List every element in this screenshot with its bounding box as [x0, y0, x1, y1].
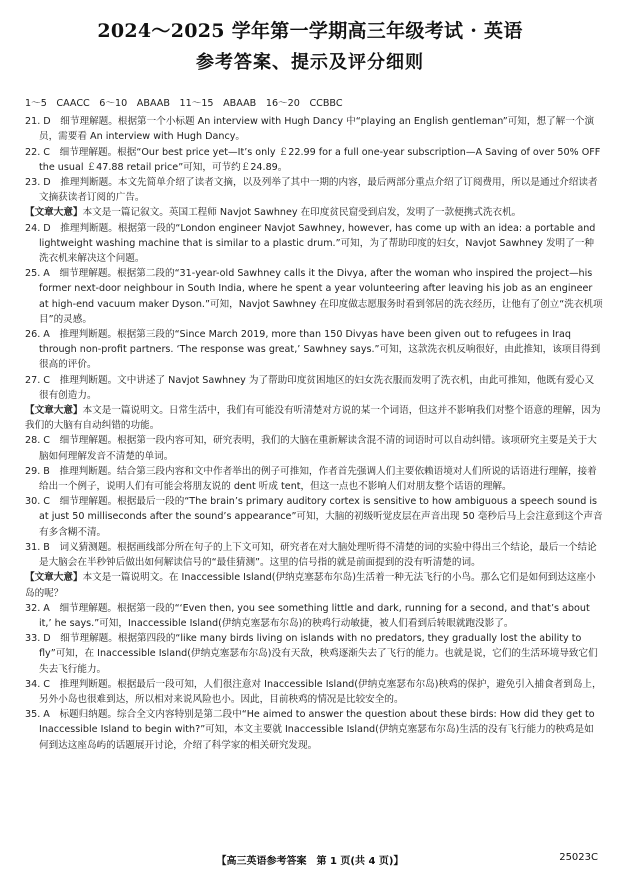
passage-summary-tag: 【文章大意】 — [25, 207, 83, 219]
answer-explanation: 26. A 推理判断题。根据第三段的“Since March 2019, more than 150 Divyas have been given out to refugees in Iraq through non-profit partners. ‘The response was great,’ Sawhney says.”可知，这款洗衣机反响很好，由此推知，该项目得到很高的评价。 — [25, 329, 601, 371]
footer-page-label: 【高三英语参考答案 第 1 页(共 4 页)】 — [216, 856, 404, 867]
passage-summary-tag: 【文章大意】 — [25, 405, 83, 417]
answer-explanation: 27. C 推理判断题。文中讲述了 Navjot Sawhney 为了帮助印度贫困地区的妇女洗衣服而发明了洗衣机，由此可推知，他既有爱心又很有创造力。 — [25, 374, 595, 401]
answer-explanation: 32. A 细节理解题。根据第一段的“‘Even then, you see something little and dark, running for a second, and that’s about it,’ he says.”可知，Inaccessible Island(伊纳克塞瑟布尔岛)的秧鸡行动敏捷，被人们看到后转眼就跑没影了。 — [25, 602, 590, 629]
passage-summary-tag: 【文章大意】 — [25, 572, 83, 584]
answer-explanation: 29. B 推理判断题。结合第三段内容和文中作者举出的例子可推知，作者首先强调人们主要依赖语境对人们所说的话语进行理解，接着给出一个例子，说明人们有可能会将朋友说的 dent 听成 tent，但这一点也不影响人们对朋友整个话语的理解。 — [25, 465, 597, 493]
explanation-list — [25, 114, 603, 753]
answer-explanation: 28. C 细节理解题。根据第一段内容可知，研究表明，我们的大脑在重新解读含混不清的词语时可以自动纠错。该项研究主要是关于大脑如何理解发音不清楚的单词。 — [25, 435, 597, 462]
passage-summary — [25, 403, 603, 433]
answer-explanation: 22. C 细节理解题。根据“Our best price yet—It’s only ￡22.99 for a full one-year subscription—A Saving of over 50% OFF the usual ￡47.88 retail price”可知，可节约￡24.89。 — [25, 146, 601, 173]
footer-paper-code: 25023C — [559, 852, 598, 863]
answer-explanation: 35. A 标题归纳题。综合全文内容特别是第二段中“He aimed to answer the question about these birds: How did they get to Inaccessible Island to begin with?”可知，本文主要就 Inaccessible Island(伊纳克塞瑟布尔岛)生活的没有飞行能力的秧鸡是如何到达这座岛屿的话题展开讨论，介绍了科学家的相关研究发现。 — [25, 709, 595, 751]
document-title: 2024～2025 学年第一学期高三年级考试 · 英语 — [97, 20, 523, 42]
passage-summary — [25, 205, 603, 220]
answer-explanation: 21. D 细节理解题。根据第一个小标题 An interview with Hugh Dancy 中“playing an English gentleman”可知，想了解一个演员，需要看 An interview with Hugh Dancy。 — [25, 116, 595, 143]
passage-summary-text: 本文是一篇说明文。日常生活中，我们有可能没有听清楚对方说的某一个词语，但这并不影响我们对整个语意的理解，因为我们的大脑有自动纠错的功能。 — [25, 405, 601, 432]
answer-explanation: 33. D 细节理解题。根据第四段的“like many birds living on islands with no predators, they gradually lost the ability to fly”可知，在 Inaccessible Island(伊纳克塞瑟布尔岛)没有天敌，秧鸡逐渐失去了飞行的能力。也就是说，它们的生活环境导致它们失去飞行能力。 — [25, 633, 598, 675]
answer-explanation: 25. A 细节理解题。根据第二段的“31-year-old Sawhney calls it the Divya, after the woman who inspired the project—his former next-door neighbour in South India, where he spent a year volunteering after leaving his job as an engineer at high-end vacuum maker Dyson.”可知，Navjot Sawhney 在印度做志愿服务时看到邻居的洗衣经历，让他有了创立“洗衣机项目”的灵感。 — [25, 268, 603, 325]
passage-summary — [25, 570, 603, 600]
answer-explanation: 34. C 推理判断题。根据最后一段可知，人们很注意对 Inaccessible Island(伊纳克塞瑟布尔岛)秧鸡的保护，避免引入捕食者到岛上，另外小岛也很难到达，所以相对来说风险也小。因此，目前秧鸡的情况是比较安全的。 — [25, 678, 602, 705]
choice-answers-line: 1～5 CAACC 6～10 ABAAB 11～15 ABAAB 16～20 CCBBC — [25, 98, 343, 109]
passage-summary-text: 本文是一篇说明文。在 Inaccessible Island(伊纳克塞瑟布尔岛)生活着一种无法飞行的小鸟。那么它们是如何到达这座小岛的呢？ — [25, 572, 596, 599]
answer-explanation: 23. D 推理判断题。本文先简单介绍了读者文摘，以及列举了其中一期的内容，最后两部分重点介绍了订阅费用，所以是通过介绍读者文摘获读者订阅的广告。 — [25, 177, 598, 204]
answer-explanation: 31. B 词义猜测题。根据画线部分所在句子的上下文可知，研究者在对大脑处理听得不清楚的词的实验中得出三个结论，最后一个结论是大脑会在半秒钟后做出如何解读信号的“最佳猜测”。这里的信号指的就是前面提到的没有听清楚的词。 — [25, 541, 597, 569]
answer-explanation: 30. C 细节理解题。根据最后一段的“The brain’s primary auditory cortex is sensitive to how ambiguous a speech sound is at just 50 milliseconds after the sound’s appearance”可知，大脑的初级听觉皮层在声音出现 50 毫秒后马上会注意到这个声音有多含糊不清。 — [25, 496, 603, 538]
passage-summary-text: 本文是一篇记叙文。英国工程师 Navjot Sawhney 在印度贫民窟受到启发，发明了一款便携式洗衣机。 — [82, 207, 522, 219]
answer-explanation: 24. D 推理判断题。根据第一段的“London engineer Navjot Sawhney, however, has come up with an idea: a portable and lightweight washing machine that is similar to a plastic drum.”可知，为了帮助印度的妇女，Navjot Sawhney 发明了一种洗衣机来解决这个问题。 — [25, 222, 596, 265]
answer-body — [25, 96, 603, 753]
document-subtitle: 参考答案、提示及评分细则 — [196, 52, 424, 73]
